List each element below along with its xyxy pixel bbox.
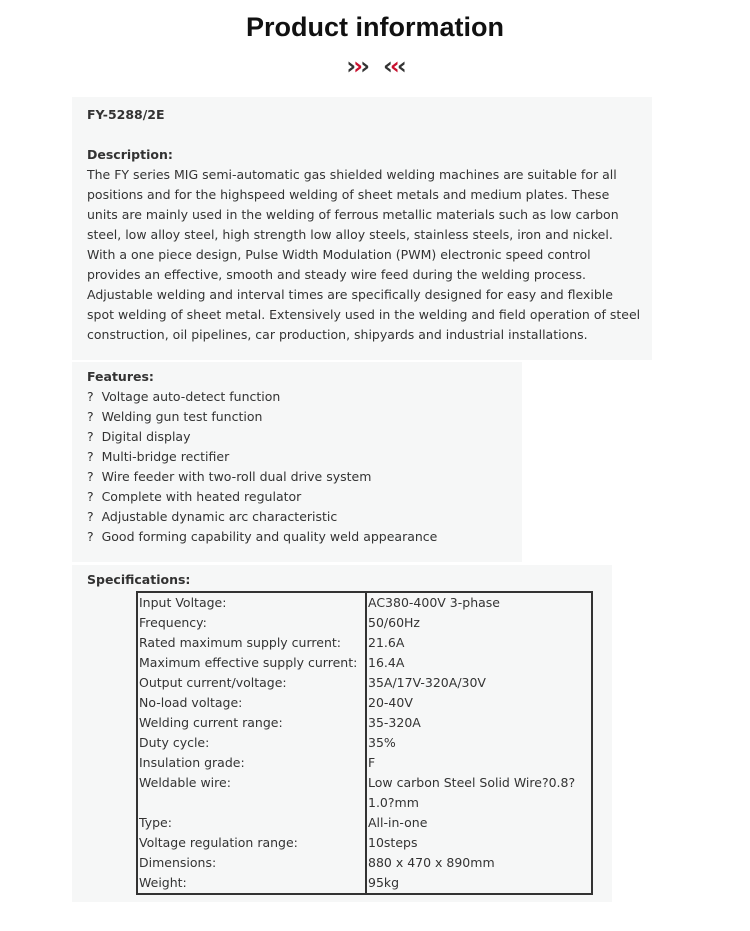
spec-value: 35A/17V-320A/30V [368,675,486,690]
description-text: The FY series MIG semi-automatic gas shielded welding machines are suitable for all positions and for the highspeed welding of sheet metals and medium plates. These units are mainly used in the welding of ferrous metallic materials such as low carbon steel, low alloy steel, high strength low alloy steels, stainless steels, iron and nickel. With a one piece design, Pulse Width Modulation (PWM) electronic speed control provides an effective, smooth and steady wire feed during the welding process. Adjustable welding and interval times are specifically designed for easy and flexible spot welding of sheet metal. Extensively used in the welding and field operation of steel construction, oil pipelines, car production, shipyards and industrial installations. [87,167,641,342]
table-row [137,733,592,753]
feature-item: ? Voltage auto-detect function [87,389,281,404]
model-number: FY-5288/2E [87,107,165,122]
spec-value: 95kg [368,875,400,890]
specifications-heading: Specifications: [87,572,191,587]
feature-item: ? Welding gun test function [87,409,263,424]
spec-label: Voltage regulation range: [137,833,366,853]
description-heading: Description: [87,147,173,162]
spec-label: Frequency: [137,613,366,633]
spec-label: Input Voltage: [137,592,366,613]
table-row [137,613,592,633]
features-section [72,362,522,562]
spec-value: 20-40V [368,695,413,710]
table-row [137,653,592,673]
table-row [137,592,592,613]
spec-label: Welding current range: [137,713,366,733]
table-row [137,873,592,894]
spec-value: 35% [368,735,396,750]
spec-value: F [368,755,376,770]
feature-item: ? Adjustable dynamic arc characteristic [87,509,338,524]
spec-value: All-in-one [368,815,428,830]
spec-value: 10steps [368,835,418,850]
table-row [137,753,592,773]
table-row [137,813,592,833]
specifications-table [136,591,593,895]
page-title: Product information [246,12,504,42]
table-row [137,853,592,873]
table-row [137,833,592,853]
specifications-section [72,565,612,902]
spec-label: Weldable wire: [137,773,366,813]
spec-value: 880 x 470 x 890mm [368,855,495,870]
spec-label: Dimensions: [137,853,366,873]
table-row [137,693,592,713]
decorative-arrows-icon: ››› ‹‹‹ [346,52,404,80]
spec-value: 35-320A [368,715,421,730]
feature-item: ? Wire feeder with two-roll dual drive system [87,469,372,484]
spec-label: Rated maximum supply current: [137,633,366,653]
spec-value: 50/60Hz [368,615,420,630]
spec-label: Output current/voltage: [137,673,366,693]
spec-value: 16.4A [368,655,405,670]
spec-label: Duty cycle: [137,733,366,753]
description-section [72,97,652,360]
feature-item: ? Good forming capability and quality weld appearance [87,529,438,544]
feature-item: ? Multi-bridge rectifier [87,449,230,464]
table-row [137,673,592,693]
table-row [137,773,592,813]
spec-value: AC380-400V 3-phase [368,595,500,610]
spec-label: Type: [137,813,366,833]
features-heading: Features: [87,369,154,384]
table-row [137,633,592,653]
spec-value: Low carbon Steel Solid Wire?0.8?1.0?mm [368,775,576,810]
spec-label: Insulation grade: [137,753,366,773]
spec-label: No-load voltage: [137,693,366,713]
spec-value: 21.6A [368,635,405,650]
spec-label: Maximum effective supply current: [137,653,366,673]
table-row [137,713,592,733]
spec-label: Weight: [137,873,366,894]
feature-item: ? Digital display [87,429,191,444]
feature-item: ? Complete with heated regulator [87,489,302,504]
